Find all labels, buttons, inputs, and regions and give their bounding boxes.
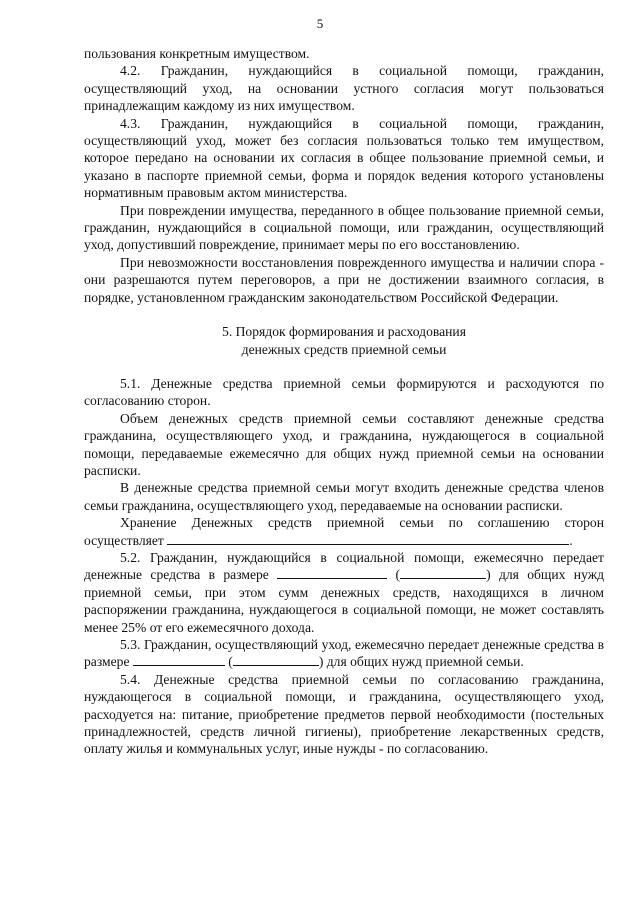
storage-blank-line xyxy=(167,532,569,545)
p53-amount-words-blank xyxy=(233,653,319,666)
section-heading-line-2: денежных средств приемной семьи xyxy=(241,341,447,357)
paragraph-storage xyxy=(84,514,604,549)
paragraph-damage: При повреждении имущества, переданного в общее пользование приемной семьи, гражданин, нуждающийся в социальной помощи, или гражданин, осуществляющий уход, допустивший повреждение, принимает меры по его восстановлению. xyxy=(84,202,604,253)
paragraph-4-3: 4.3. Гражданин, нуждающийся в социальной помощи, гражданин, осуществляющий уход, может без согласия пользоваться только тем имуществом, которое передано на основании их согласия в общее пользование приемной семьи, и указано в паспорте приемной семьи, форма и порядок ведения которого установлены нормативным правовым актом министерства. xyxy=(84,115,604,201)
p52-amount-words-blank xyxy=(400,566,486,579)
paragraph-4-2: 4.2. Гражданин, нуждающийся в социальной помощи, гражданин, осуществляющий уход, на основании устного согласия могут пользоваться принадлежащим каждому из них имуществом. xyxy=(84,63,604,114)
paragraph-dispute: При невозможности восстановления поврежденного имущества и наличии спора - они разрешаются путем переговоров, а при не достижении взаимного согласия, в порядке, установленном гражданским законодательством Российской Федерации. xyxy=(84,254,604,305)
paragraph-5-1: 5.1. Денежные средства приемной семьи формируются и расходуются по согласованию сторон. xyxy=(84,375,604,409)
paragraph-funds-volume: Объем денежных средств приемной семьи составляют денежные средства гражданина, осуществляющего уход, и гражданина, нуждающегося в социальной помощи, передаваемые ежемесячно для общих нужд приемной семьи на основании расписки. xyxy=(84,410,604,478)
paragraph-5-4: 5.4. Денежные средства приемной семьи по согласованию гражданина, нуждающегося в социальной помощи, и гражданина, осуществляющего уход, расходуется на: питание, приобретение предметов первой необходимости (постельных принадлежностей, средств личной гигиены), приобретение лекарственных средств, оплату жилья и коммунальных услуг, иные нужды - по согласованию. xyxy=(84,671,604,757)
p52-start: 5.2. Гражданин, нуждающийся в социальной помощи, ежемесячно передает денежные средства в размере xyxy=(84,549,604,583)
p53-amount-blank xyxy=(133,653,225,666)
p52-amount-blank xyxy=(277,566,387,579)
p52-end: для общих нужд приемной семьи, при этом сумм денежных средств, находящихся в личном распоряжении гражданина, нуждающегося в социальной помощи, не может составлять менее 25% от его ежемесячного дохода. xyxy=(84,567,605,635)
paragraph-continuation: пользования конкретным имуществом. xyxy=(84,46,310,61)
p53-paren-close: ) xyxy=(318,654,324,670)
paragraph-5-2 xyxy=(84,549,604,636)
p53-end: для общих нужд приемной семьи. xyxy=(326,654,524,670)
p53-start: 5.3. Гражданин, осуществляющий уход, ежемесячно передает денежные средства в размере xyxy=(84,637,604,670)
section-heading-line-1: 5. Порядок формирования и расходования xyxy=(222,324,466,340)
storage-text: Хранение Денежных средств приемной семьи по соглашению сторон осуществляет xyxy=(84,515,604,548)
p52-paren-close: ) xyxy=(486,567,491,583)
storage-end: . xyxy=(569,532,573,548)
document-body xyxy=(84,45,604,758)
p52-paren-open: ( xyxy=(395,567,401,583)
section-5-heading xyxy=(84,323,604,358)
paragraph-5-3 xyxy=(84,636,604,671)
p53-paren-open: ( xyxy=(228,654,233,670)
page-number: 5 xyxy=(316,16,324,31)
paragraph-family-funds: В денежные средства приемной семьи могут входить денежные средства членов семьи гражданина, осуществляющего уход, передаваемые на основании расписки. xyxy=(84,480,604,513)
